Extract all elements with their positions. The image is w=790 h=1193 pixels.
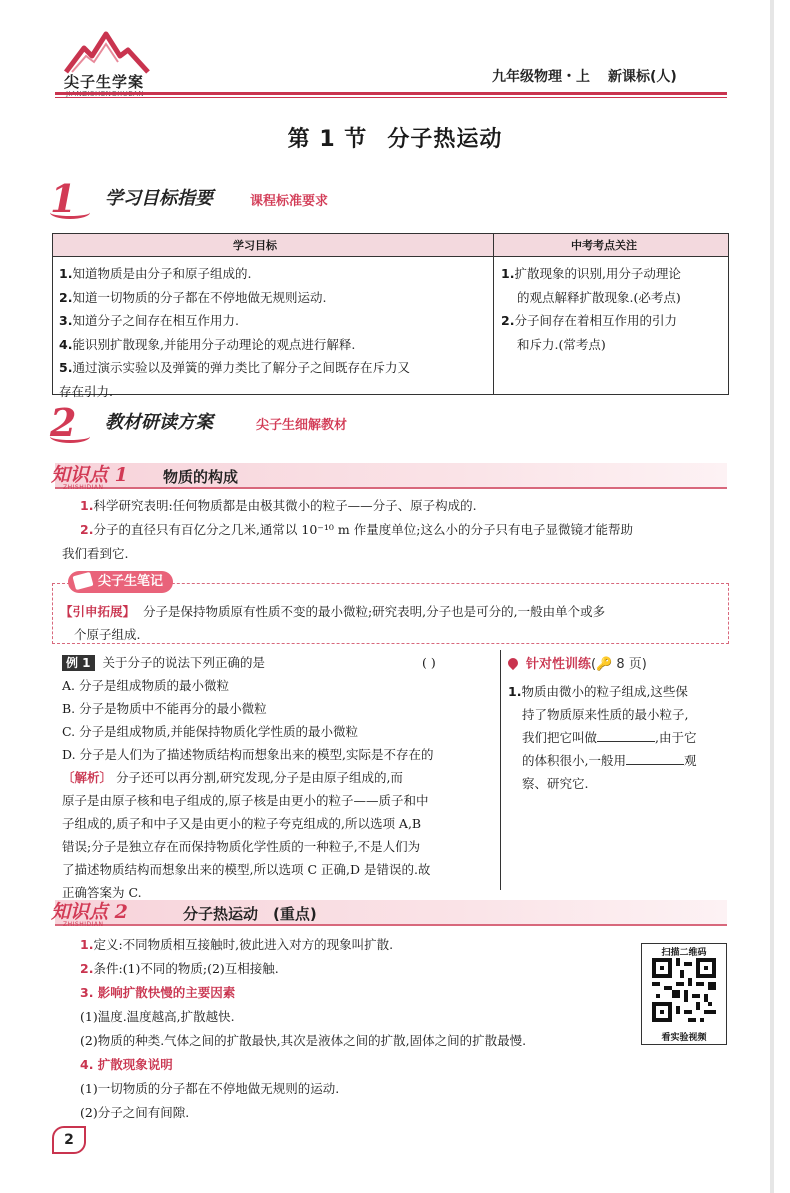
knowledge-point-1-bar: [51, 463, 727, 491]
page-reference: (🔑 8 页): [591, 657, 647, 672]
option-c: C. 分子是组成物质,并能保持物质化学性质的最小微粒: [62, 724, 359, 739]
list-item: 1.扩散现象的识别,用分子动理论: [501, 266, 681, 281]
notebook-icon: [72, 572, 93, 590]
knowledge-point-1-text: [62, 494, 727, 566]
training-heading: 针对性训练(🔑 8 页): [508, 654, 730, 676]
page-number: 2: [52, 1126, 86, 1154]
header-edition: 新课标(人): [608, 69, 677, 85]
section2-subtitle: 尖子生细解教材: [256, 418, 348, 433]
paragraph-continued: 个原子组成.: [74, 627, 141, 642]
paragraph: 1.物质由微小的粒子组成,这些保: [508, 684, 688, 699]
list-item: 的观点解释扩散现象.(必考点): [517, 289, 681, 305]
option-a: A. 分子是组成物质的最小微粒: [62, 678, 229, 693]
paragraph: 2.条件:(1)不同的物质;(2)互相接触.: [80, 961, 279, 976]
section1-number: 1: [50, 176, 77, 221]
knowledge-point-2-text: [62, 933, 632, 1125]
student-note-label: 尖子生笔记: [98, 574, 164, 589]
qr-code-box[interactable]: [641, 943, 727, 1045]
paragraph: 1.定义:不同物质相互接触时,彼此进入对方的现象叫扩散.: [80, 937, 394, 952]
example-1: [62, 651, 498, 904]
logo-text: 尖子生学案: [64, 73, 145, 91]
qr-caption-bottom: 看实验视频: [661, 1033, 707, 1043]
paragraph: 子组成的,质子和中子又是由更小的粒子夸克组成的,所以选项 A,B: [62, 816, 422, 831]
section2-number: 2: [50, 400, 77, 445]
knowledge-point-1-tag-sub: ZHISHIDIAN: [63, 484, 104, 491]
paragraph: 【引申拓展】 分子是保持物质原有性质不变的最小微粒;研究表明,分子也是可分的,一般由单个或多: [60, 604, 606, 619]
qr-caption-top: 扫描二维码: [661, 948, 707, 958]
answer-blank[interactable]: [597, 729, 655, 742]
answer-blank[interactable]: [626, 752, 684, 765]
list-item: 1.知道物质是由分子和原子组成的.: [59, 266, 252, 281]
section2-title: 教材研读方案: [105, 412, 213, 433]
knowledge-point-2-tag-sub: ZHISHIDIAN: [63, 921, 104, 928]
list-item: 5.通过演示实验以及弹簧的弹力类比了解分子之间既存在斥力又: [59, 360, 410, 375]
brand-logo: [62, 28, 182, 100]
paragraph: 〔解析〕 分子还可以再分割,研究发现,分子是由原子组成的,而: [62, 770, 403, 785]
paragraph: 正确答案为 C.: [62, 885, 142, 900]
knowledge-point-1-title: 物质的构成: [163, 468, 239, 486]
subheading-4: 4. 扩散现象说明: [80, 1057, 173, 1072]
paragraph-continued: 我们看到它.: [62, 546, 129, 561]
title-section: 第 1 节: [287, 127, 368, 152]
section1-heading: [50, 176, 450, 222]
paragraph: 原子是由原子核和电子组成的,原子核是由更小的粒子——质子和中: [62, 793, 429, 808]
option-d: D. 分子是人们为了描述物质结构而想象出来的模型,实际是不存在的: [62, 747, 434, 762]
student-note-text: [60, 600, 725, 646]
header-subject: 九年级物理・上: [492, 69, 590, 85]
objectives-table: [52, 233, 729, 399]
column-divider: [500, 650, 501, 890]
paragraph: (1)温度.温度越高,扩散越快.: [80, 1009, 235, 1024]
section2-swoosh: [50, 430, 90, 443]
paragraph: 持了物质原来性质的最小粒子,: [522, 707, 689, 722]
section2-heading: [50, 400, 450, 446]
list-item: 和斥力.(常考点): [517, 336, 606, 352]
example-label: 例 1: [62, 655, 95, 671]
qr-code-icon: [652, 958, 716, 1022]
objectives-table-header: [53, 234, 728, 257]
knowledge-bar-background: [55, 900, 727, 926]
example-question: 例 1 关于分子的说法下列正确的是 ( ): [62, 651, 498, 674]
paragraph: (1)一切物质的分子都在不停地做无规则的运动.: [80, 1081, 340, 1096]
paragraph: 察、研究它.: [522, 776, 589, 791]
paragraph: 了描述物质结构而想象出来的模型,所以选项 C 正确,D 是错误的.故: [62, 862, 431, 877]
explanation-label: 〔解析〕: [62, 770, 113, 785]
knowledge-point-1-tag: 知识点 1: [51, 464, 128, 486]
list-item: 2.知道一切物质的分子都在不停地做无规则运动.: [59, 289, 327, 305]
subheading-3: 3. 影响扩散快慢的主要因素: [80, 985, 236, 1000]
knowledge-point-2-bar: [51, 900, 727, 928]
page-title: [0, 122, 790, 153]
list-item: 2.分子间存在着相互作用的引力: [501, 313, 677, 328]
option-b: B. 分子是物质中不能再分的最小微粒: [62, 701, 267, 716]
paragraph: (2)物质的种类.气体之间的扩散最快,其次是液体之间的扩散,固体之间的扩散最慢.: [80, 1033, 527, 1048]
paragraph: 错误;分子是独立存在而保持物质化学性质的一种粒子,不是人们为: [62, 839, 421, 854]
location-pin-icon: [506, 656, 520, 670]
header-rule: [55, 92, 727, 95]
extension-label: 【引申拓展】: [60, 604, 136, 619]
objectives-list: [59, 262, 489, 403]
paragraph: 的体积很小,一般用 观: [522, 753, 697, 768]
list-item: 存在引力.: [59, 383, 113, 399]
title-name: 分子热运动: [387, 127, 503, 152]
section1-swoosh: [50, 206, 90, 219]
list-item: 4.能识别扩散现象,并能用分子动理论的观点进行解释.: [59, 336, 356, 352]
section1-title: 学习目标指要: [105, 188, 213, 209]
header-course: [492, 66, 677, 86]
knowledge-point-2-tag: 知识点 2: [51, 901, 128, 923]
objectives-column-header: 学习目标: [233, 239, 277, 252]
table-divider: [493, 234, 494, 394]
exam-focus-column-header: 中考考点关注: [571, 239, 637, 252]
section1-subtitle: 课程标准要求: [250, 194, 329, 209]
paragraph: 我们把它叫做 ,由于它: [522, 730, 697, 745]
answer-parentheses: ( ): [422, 655, 436, 670]
exam-focus-list: [501, 262, 725, 356]
student-note-tab: [68, 571, 173, 593]
targeted-training: [508, 654, 730, 795]
paragraph: 1.科学研究表明:任何物质都是由极其微小的粒子——分子、原子构成的.: [80, 498, 477, 513]
paragraph: 2.分子的直径只有百亿分之几米,通常以 10⁻¹⁰ m 作量度单位;这么小的分子只有电子显微镜才能帮助: [80, 522, 633, 537]
example-explanation: [62, 766, 498, 904]
page-edge: [770, 0, 774, 1193]
training-question: [508, 680, 730, 795]
paragraph: (2)分子之间有间隙.: [80, 1105, 190, 1120]
header-rule-thin: [55, 97, 727, 98]
knowledge-bar-background: [55, 463, 727, 489]
knowledge-point-2-title: 分子热运动 (重点): [183, 905, 317, 923]
list-item: 3.知道分子之间存在相互作用力.: [59, 313, 239, 328]
